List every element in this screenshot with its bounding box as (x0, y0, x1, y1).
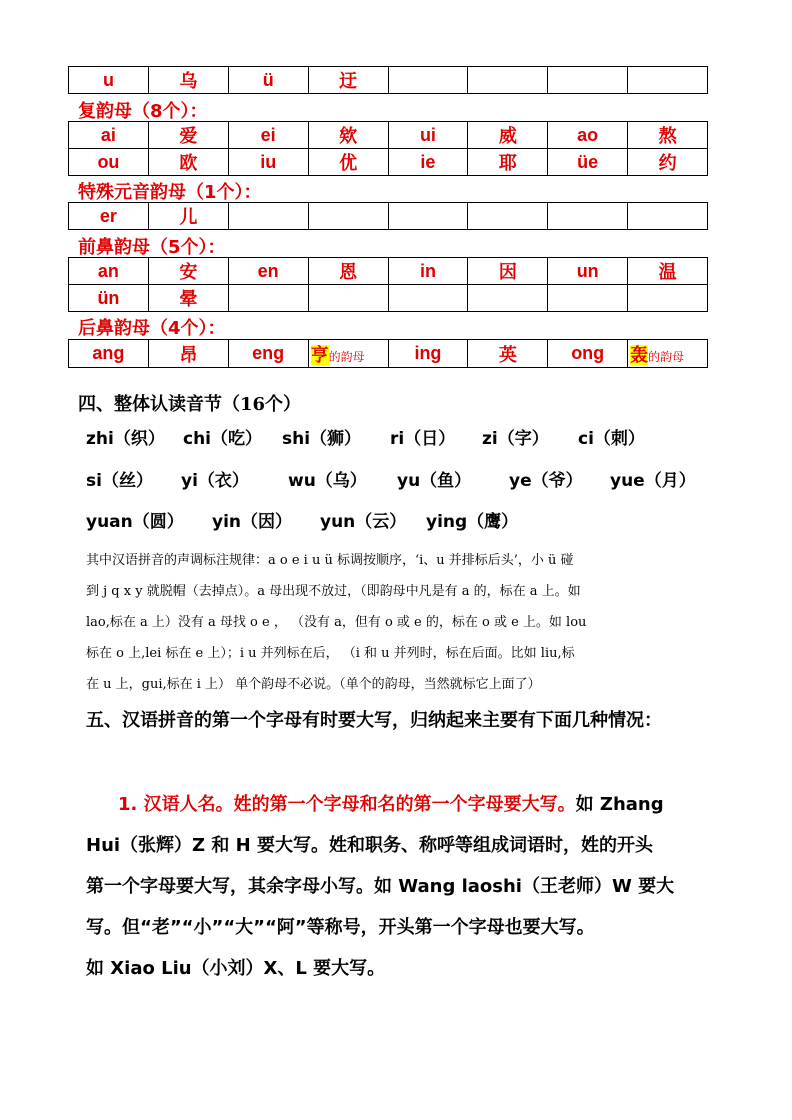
te-yunmu-cell (308, 203, 388, 230)
syllable-yue: yue（月） (610, 471, 696, 491)
top-cell: u (69, 67, 149, 94)
fu-yunmu-cell: 优 (308, 149, 388, 176)
top-cell: ü (228, 67, 308, 94)
highlight-heng: 亨 (310, 344, 329, 365)
te-yunmu-cell: er (69, 203, 149, 230)
qian-yunmu-cell: 因 (468, 258, 548, 285)
cell-ang: ang (69, 340, 149, 368)
qian-yunmu-cell (468, 285, 548, 312)
section5-heading: 五、汉语拼音的第一个字母有时要大写，归纳起来主要有下面几种情况： (86, 710, 662, 731)
fu-yunmu-cell: ai (69, 122, 149, 149)
syllable-yu: yu（鱼） (397, 471, 472, 491)
te-yunmu-cell (468, 203, 548, 230)
paragraph-line: 在 u 上，gui,标在 i 上） 单个韵母不必说。（单个的韵母，当然就标它上面了） (86, 677, 541, 692)
section5-line: Hui（张辉）Z 和 H 要大写。姓和职务、称呼等组成词语时，姓的开头 (86, 835, 653, 856)
syllable-chi: chi（吃） (183, 429, 263, 449)
top-cell (628, 67, 708, 94)
table-qian-yunmu (68, 257, 708, 312)
te-yunmu-row (69, 203, 708, 230)
qian-yunmu-cell (548, 285, 628, 312)
syllable-ye: ye（爷） (509, 471, 583, 491)
highlight-hong: 轰 (630, 344, 649, 365)
section5-line (86, 784, 726, 825)
syllable-yun: yun（云） (320, 512, 407, 532)
qian-yunmu-row (69, 285, 708, 312)
paragraph-line: 其中汉语拼音的声调标注规律：a o e i u ü 标调按顺序，‘i、u 并排标后头’，小 ü 碰 (86, 553, 574, 568)
paragraph-line: 标在 o 上,lei 标在 e 上）；i u 并列标在后， （i 和 u 并列时，标在后面。比如 liu,标 (86, 646, 575, 661)
syllable-yi: yi（衣） (181, 471, 249, 491)
fu-yunmu-cell: ui (388, 122, 468, 149)
qian-yunmu-cell: 安 (148, 258, 228, 285)
heading-qian-yunmu: 前鼻韵母（5个）： (78, 237, 226, 258)
tone-mark-paragraph (86, 545, 726, 700)
syllable-ying: ying（鹰） (426, 512, 519, 532)
cell-eng-hanzi (308, 340, 388, 368)
note-de-yunmu: 的韵母 (328, 349, 365, 364)
qian-yunmu-cell: 温 (628, 258, 708, 285)
qian-yunmu-cell: en (228, 258, 308, 285)
qian-yunmu-cell: 恩 (308, 258, 388, 285)
fu-yunmu-cell: ou (69, 149, 149, 176)
cell-ang-hanzi: 昂 (148, 340, 228, 368)
cell-eng: eng (228, 340, 308, 368)
cell-ong-hanzi (628, 340, 708, 368)
section5-line: 写。但“老”“小”“大”“阿”等称号，开头第一个字母也要大写。 (86, 917, 595, 938)
fu-yunmu-cell: ao (548, 122, 628, 149)
rule-1-lead: 1. 汉语人名。姓的第一个字母和名的第一个字母要大写。 (118, 794, 576, 815)
fu-yunmu-cell: 欧 (148, 149, 228, 176)
fu-yunmu-cell: 熬 (628, 122, 708, 149)
syllable-shi: shi（狮） (282, 429, 362, 449)
qian-yunmu-cell (628, 285, 708, 312)
te-yunmu-cell: 儿 (148, 203, 228, 230)
te-yunmu-cell (548, 203, 628, 230)
qian-yunmu-cell (388, 285, 468, 312)
table-top (68, 66, 708, 94)
qian-yunmu-cell (228, 285, 308, 312)
top-cell: 乌 (148, 67, 228, 94)
syllable-yuan: yuan（圆） (86, 512, 184, 532)
qian-yunmu-cell: ün (69, 285, 149, 312)
fu-yunmu-cell: 欸 (308, 122, 388, 149)
top-cell (388, 67, 468, 94)
fu-yunmu-cell: üe (548, 149, 628, 176)
qian-yunmu-cell: un (548, 258, 628, 285)
fu-yunmu-row (69, 122, 708, 149)
top-row (69, 67, 708, 94)
syllable-ri: ri（日） (390, 429, 456, 449)
cell-ing-hanzi: 英 (468, 340, 548, 368)
te-yunmu-cell (388, 203, 468, 230)
qian-yunmu-cell: 晕 (148, 285, 228, 312)
syllable-wu: wu（乌） (288, 471, 367, 491)
te-yunmu-cell (628, 203, 708, 230)
qian-yunmu-cell: in (388, 258, 468, 285)
section5-line: 如 Xiao Liu（小刘）X、L 要大写。 (86, 958, 386, 979)
rule-1-example: 如 Zhang (575, 794, 664, 815)
qian-yunmu-row (69, 258, 708, 285)
fu-yunmu-cell: iu (228, 149, 308, 176)
table-te-yunmu (68, 202, 708, 230)
section4-heading: 四、整体认读音节（16个） (78, 394, 302, 415)
table-fu-yunmu (68, 121, 708, 176)
fu-yunmu-row (69, 149, 708, 176)
fu-yunmu-cell: 威 (468, 122, 548, 149)
fu-yunmu-cell: 约 (628, 149, 708, 176)
heading-hou-yunmu: 后鼻韵母（4个）： (78, 318, 226, 339)
qian-yunmu-cell: an (69, 258, 149, 285)
fu-yunmu-cell: ei (228, 122, 308, 149)
cell-ing: ing (388, 340, 468, 368)
te-yunmu-cell (228, 203, 308, 230)
section5-body (86, 784, 726, 989)
cell-ong: ong (548, 340, 628, 368)
fu-yunmu-cell: ie (388, 149, 468, 176)
table-hou-yunmu (68, 339, 708, 368)
paragraph-line: lao,标在 a 上）没有 a 母找 o e ， （没有 a，但有 o 或 e 的，标在 o 或 e 上。如 lou (86, 615, 587, 630)
fu-yunmu-cell: 耶 (468, 149, 548, 176)
top-cell (468, 67, 548, 94)
syllable-zi: zi（字） (482, 429, 549, 449)
heading-fu-yunmu: 复韵母（8个）： (78, 101, 208, 122)
paragraph-line: 到 j q x y 就脱帽（去掉点）。a 母出现不放过，（即韵母中凡是有 a 的，标在 a 上。如 (86, 584, 581, 599)
note-de-yunmu: 的韵母 (648, 349, 685, 364)
fu-yunmu-cell: 爱 (148, 122, 228, 149)
qian-yunmu-cell (308, 285, 388, 312)
top-cell: 迂 (308, 67, 388, 94)
heading-te-yunmu: 特殊元音韵母（1个）： (78, 182, 262, 203)
syllable-si: si（丝） (86, 471, 153, 491)
syllable-zhi: zhi（织） (86, 429, 165, 449)
section5-line: 第一个字母要大写，其余字母小写。如 Wang laoshi（王老师）W 要大 (86, 876, 675, 897)
syllable-ci: ci（刺） (578, 429, 645, 449)
top-cell (548, 67, 628, 94)
syllable-yin: yin（因） (212, 512, 293, 532)
